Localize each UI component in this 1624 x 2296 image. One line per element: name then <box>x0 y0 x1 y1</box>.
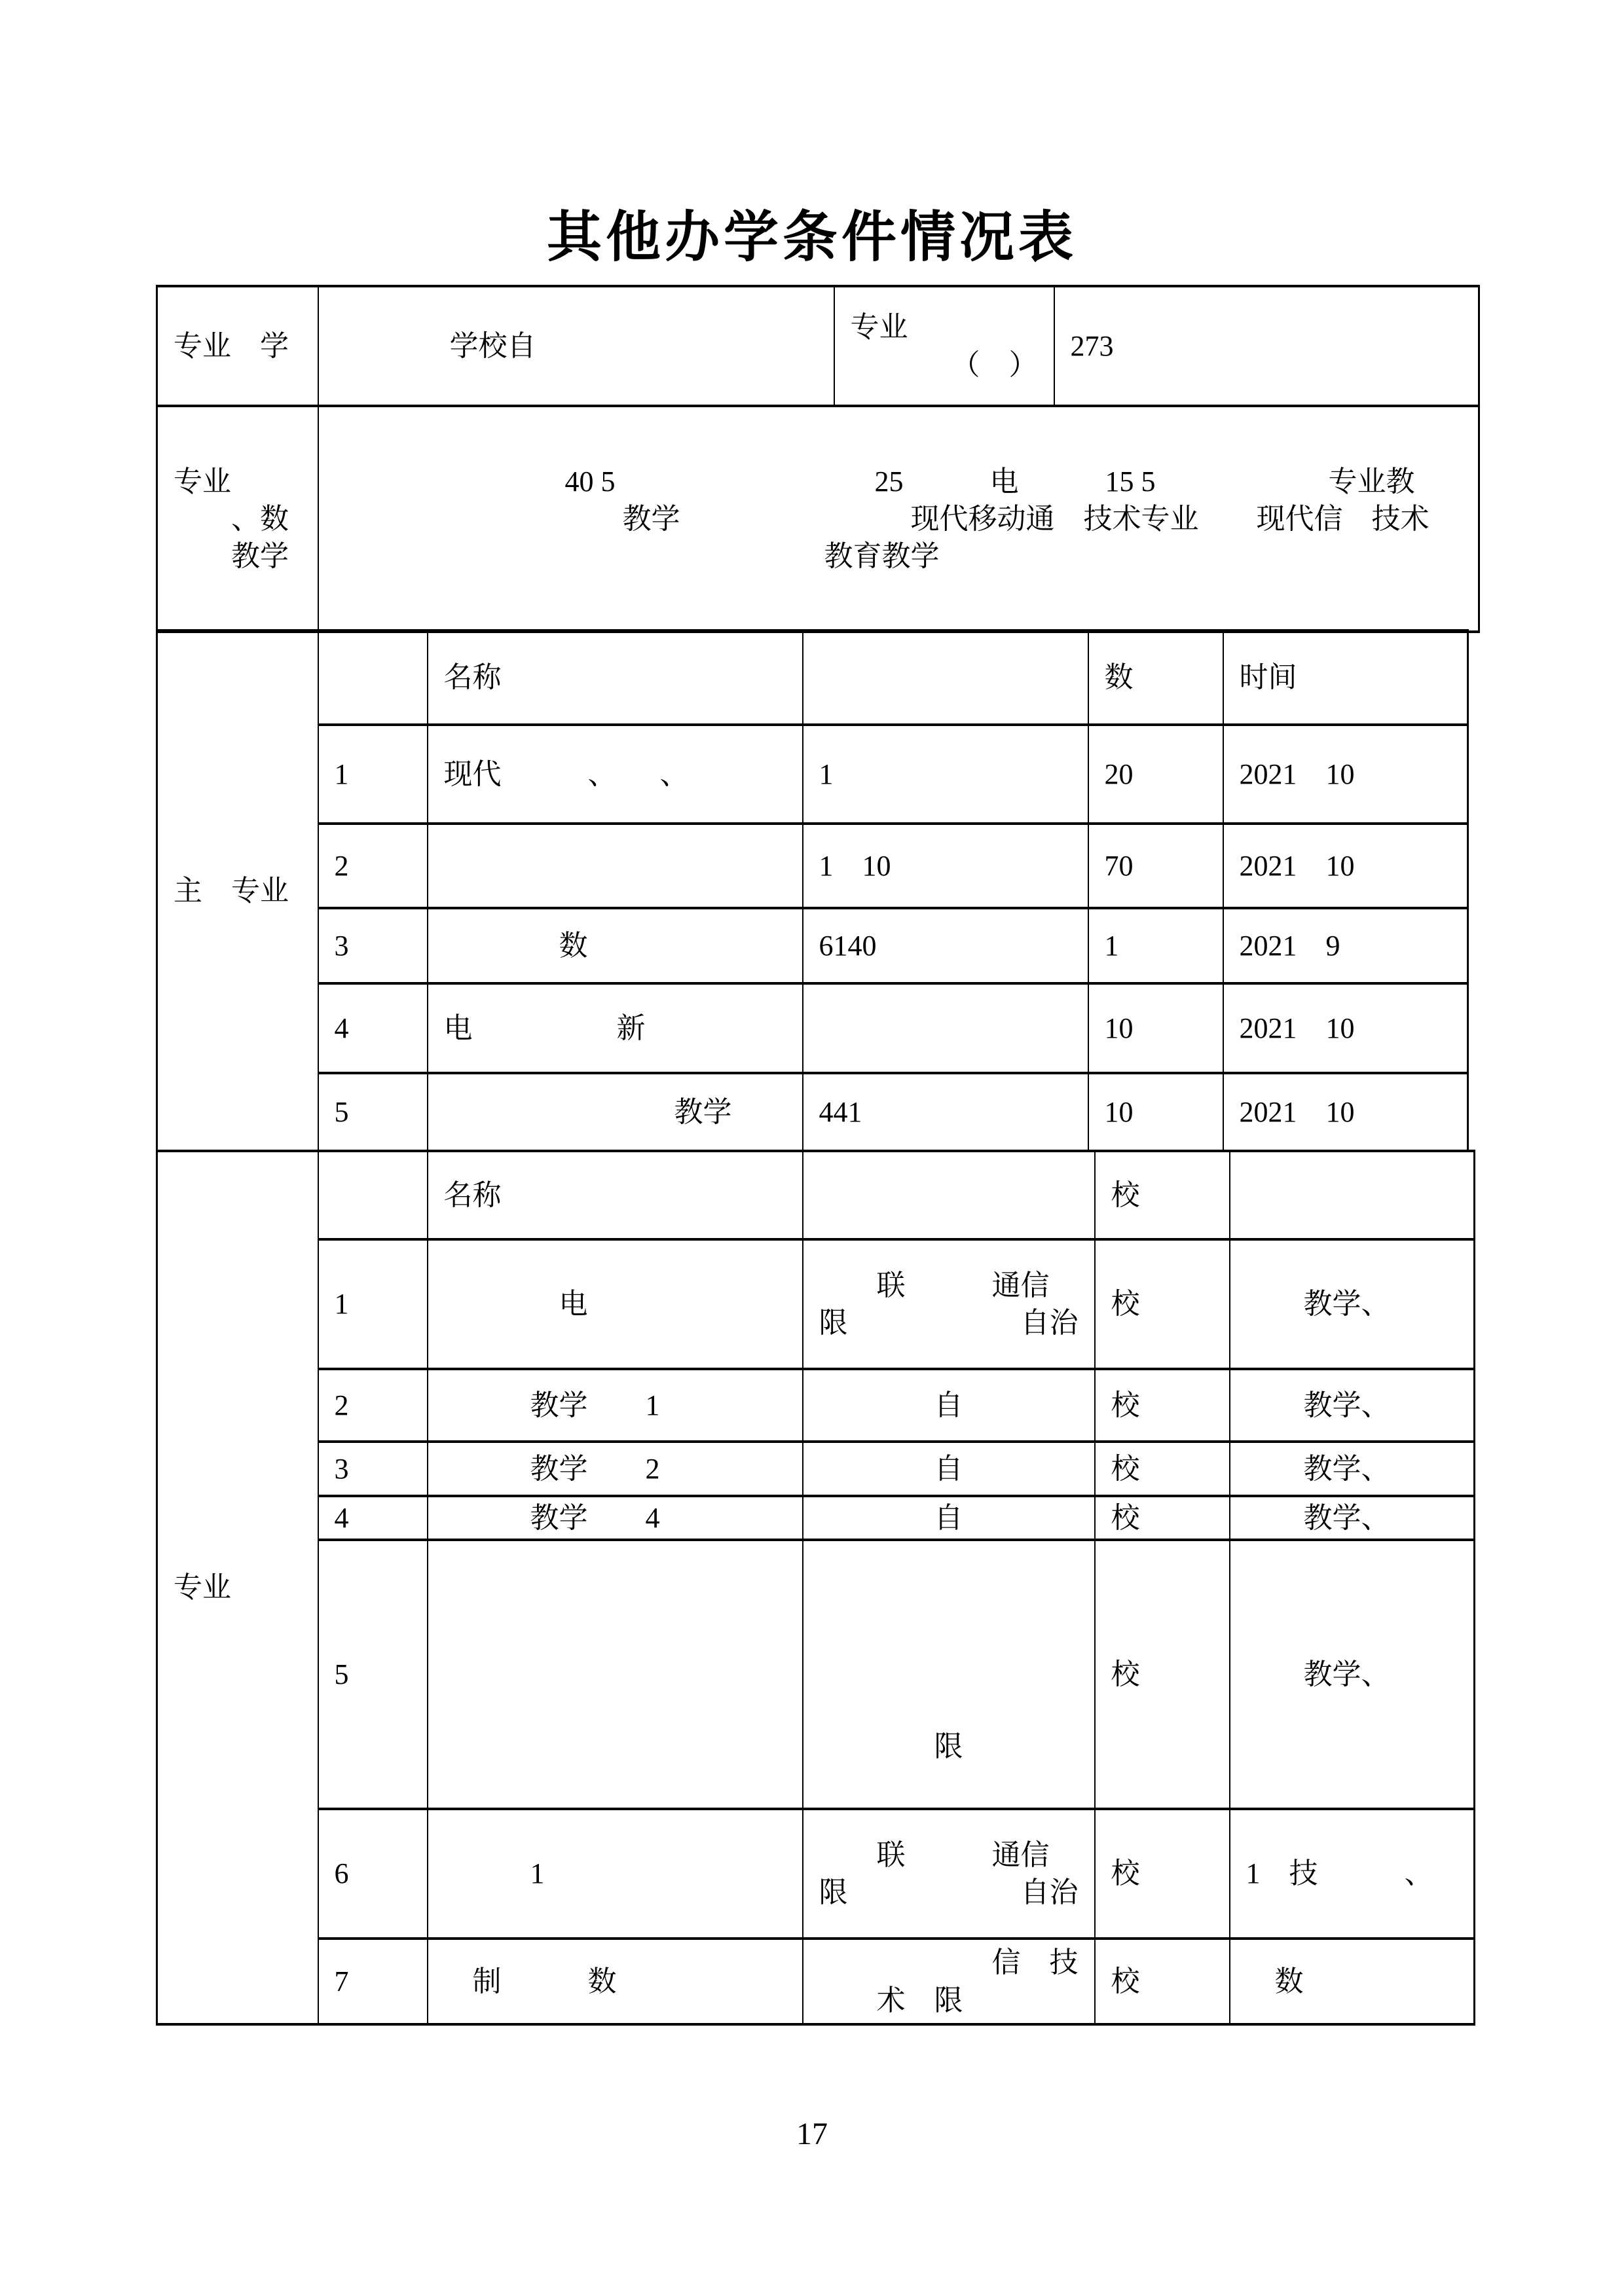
row-detail <box>803 1809 1095 1939</box>
row-note: 1 技 、 <box>1230 1809 1475 1939</box>
main-section-side-label: 主 专业 <box>157 630 318 1151</box>
row-value <box>803 983 1088 1073</box>
main-header-count: 数 <box>1088 630 1223 725</box>
row-count: 10 <box>1088 1073 1223 1151</box>
sub-header-blank-cell <box>803 1151 1095 1239</box>
row-school: 校 <box>1095 1496 1230 1540</box>
info-rowb-content-line3: 教育教学 <box>334 540 940 573</box>
row-number: 4 <box>318 1496 428 1540</box>
row-count: 20 <box>1088 725 1223 824</box>
row-detail-line2: 限 自治 <box>819 1876 1079 1908</box>
info-table <box>156 285 1480 633</box>
row-number: 5 <box>318 1073 428 1151</box>
main-header-blank-cell <box>803 630 1088 725</box>
row-number: 2 <box>318 1369 428 1442</box>
row-number: 4 <box>318 983 428 1073</box>
row-note: 教学、 <box>1230 1369 1475 1442</box>
row-value: 1 10 <box>803 824 1088 908</box>
row-name <box>428 1540 803 1809</box>
info-major-count-label-line2: （ ） <box>850 348 1038 381</box>
row-name: 教学 2 <box>428 1442 803 1496</box>
row-name: 教学 <box>428 1073 803 1151</box>
info-rowb-label-line1: 专业 <box>174 465 231 498</box>
info-major-school-label: 专业 学 <box>157 286 318 406</box>
row-detail <box>803 1239 1095 1369</box>
row-school: 校 <box>1095 1809 1230 1939</box>
row-name: 教学 4 <box>428 1496 803 1540</box>
row-name: 电 <box>428 1239 803 1369</box>
row-detail: 自 <box>803 1369 1095 1442</box>
row-time: 2021 10 <box>1223 824 1468 908</box>
row-number: 2 <box>318 824 428 908</box>
info-rowb-content-line2: 教学 现代移动通 技术专业 现代信 技术 <box>334 502 1430 535</box>
sub-header-name: 名称 <box>428 1151 803 1239</box>
row-detail: 自 <box>803 1496 1095 1540</box>
row-detail: 自 <box>803 1442 1095 1496</box>
row-name: 电 新 <box>428 983 803 1073</box>
info-rowb-label-line3: 教学 <box>174 540 289 573</box>
row-note: 教学、 <box>1230 1540 1475 1809</box>
row-detail: 限 <box>803 1540 1095 1809</box>
table-row <box>157 1442 1475 1496</box>
info-count-value: 273 <box>1054 286 1479 406</box>
page-number: 17 <box>796 2117 828 2151</box>
row-value: 1 <box>803 725 1088 824</box>
sub-header-no-cell <box>318 1151 428 1239</box>
row-detail-line1: 信 技 <box>819 1946 1079 1979</box>
row-number: 1 <box>318 1239 428 1369</box>
table-row <box>157 1939 1475 2024</box>
row-time: 2021 10 <box>1223 725 1468 824</box>
row-time: 2021 9 <box>1223 908 1468 983</box>
row-school: 校 <box>1095 1239 1230 1369</box>
row-detail-line2: 术 限 <box>819 1984 963 2016</box>
info-rowb-label-line2: 、数 <box>174 502 289 535</box>
main-header-no-cell <box>318 630 428 725</box>
info-major-count-label <box>834 286 1054 406</box>
row-detail-line2: 限 自治 <box>819 1307 1079 1339</box>
table-row <box>157 725 1468 824</box>
table-row <box>157 1809 1475 1939</box>
info-rowb-content <box>318 406 1479 632</box>
table-row <box>157 1073 1468 1151</box>
row-name: 1 <box>428 1809 803 1939</box>
row-name: 现代 、 、 <box>428 725 803 824</box>
row-number: 5 <box>318 1540 428 1809</box>
row-time: 2021 10 <box>1223 983 1468 1073</box>
row-note: 数 <box>1230 1939 1475 2024</box>
row-number: 3 <box>318 1442 428 1496</box>
row-detail-line1: 联 通信 <box>819 1269 1050 1302</box>
sub-section-table <box>156 1150 1475 2026</box>
table-row <box>157 1496 1475 1540</box>
row-name <box>428 824 803 908</box>
row-name: 数 <box>428 908 803 983</box>
sub-header-note-cell <box>1230 1151 1475 1239</box>
table-row <box>157 1239 1475 1369</box>
row-count: 1 <box>1088 908 1223 983</box>
row-school: 校 <box>1095 1442 1230 1496</box>
table-row <box>157 1540 1475 1809</box>
row-number: 7 <box>318 1939 428 2024</box>
row-number: 1 <box>318 725 428 824</box>
info-major-count-label-line1: 专业 <box>850 311 908 344</box>
row-school: 校 <box>1095 1540 1230 1809</box>
sub-section-side-label: 专业 <box>157 1151 318 2024</box>
main-section-table <box>156 629 1469 1152</box>
row-count: 10 <box>1088 983 1223 1073</box>
info-school-value: 学校自 <box>318 286 834 406</box>
row-school: 校 <box>1095 1369 1230 1442</box>
row-school: 校 <box>1095 1939 1230 2024</box>
row-name: 教学 1 <box>428 1369 803 1442</box>
row-detail <box>803 1939 1095 2024</box>
row-name: 制 数 <box>428 1939 803 2024</box>
row-value: 6140 <box>803 908 1088 983</box>
main-header-name: 名称 <box>428 630 803 725</box>
main-header-time: 时间 <box>1223 630 1468 725</box>
row-note: 教学、 <box>1230 1442 1475 1496</box>
row-time: 2021 10 <box>1223 1073 1468 1151</box>
row-value: 441 <box>803 1073 1088 1151</box>
info-rowb-label <box>157 406 318 632</box>
row-number: 3 <box>318 908 428 983</box>
row-detail-line1: 联 通信 <box>819 1838 1050 1871</box>
sub-header-school: 校 <box>1095 1151 1230 1239</box>
table-row <box>157 983 1468 1073</box>
table-row <box>157 908 1468 983</box>
table-row <box>157 1369 1475 1442</box>
row-number: 6 <box>318 1809 428 1939</box>
row-count: 70 <box>1088 824 1223 908</box>
info-rowb-content-line1: 40 5 25 电 15 5 专业教 <box>334 465 1415 498</box>
row-note: 教学、 <box>1230 1239 1475 1369</box>
row-note: 教学、 <box>1230 1496 1475 1540</box>
page-title: 其他办学条件情况表 <box>546 208 1077 268</box>
table-row <box>157 824 1468 908</box>
